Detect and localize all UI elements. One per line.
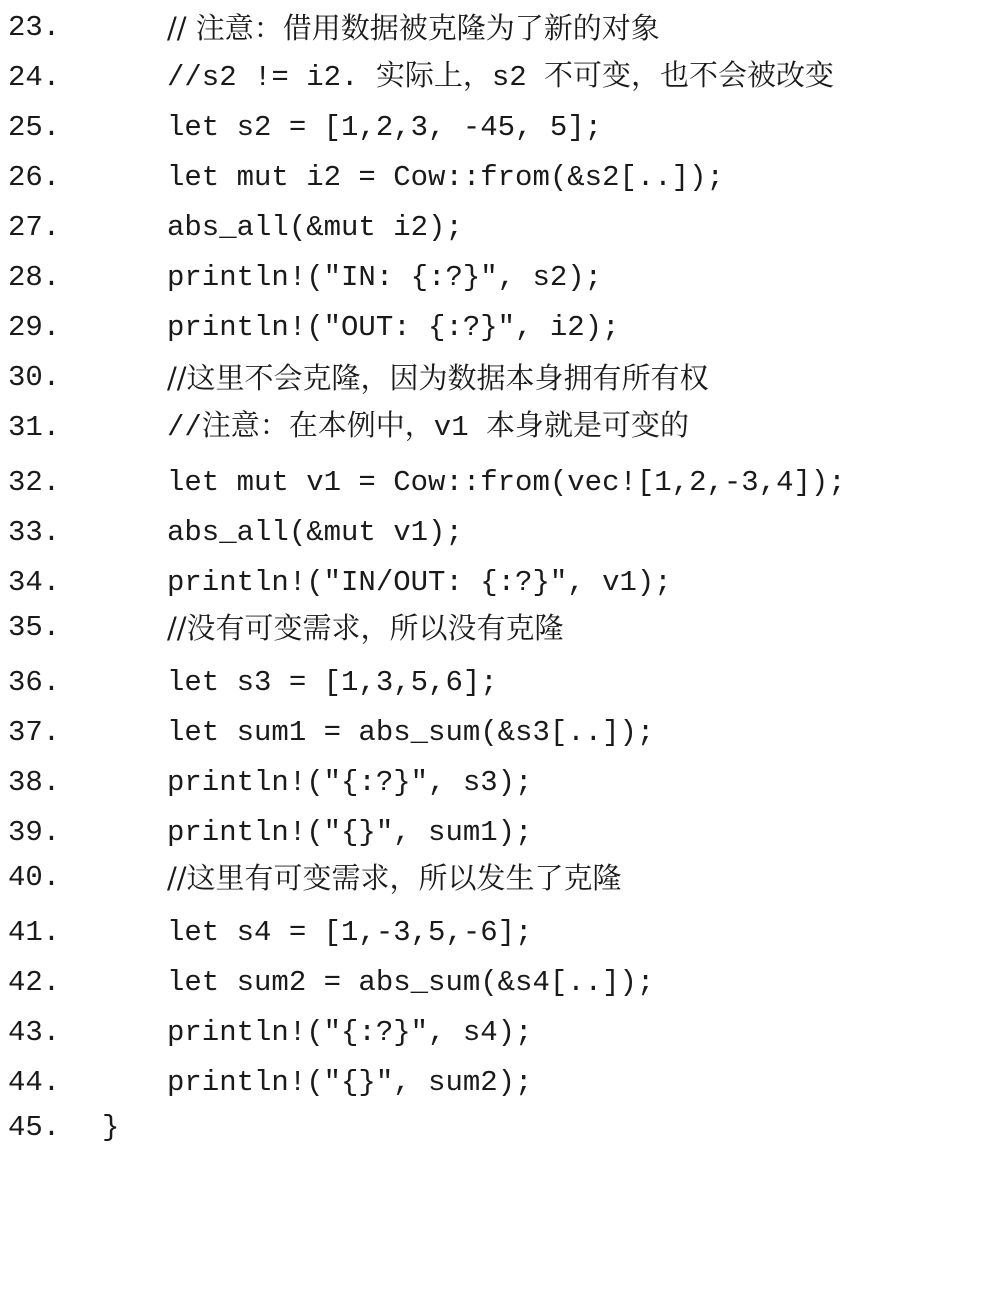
line-code: //注意：在本例中，v1 本身就是可变的 bbox=[167, 411, 690, 444]
line-number: 23. bbox=[8, 11, 61, 44]
line-number: 25. bbox=[8, 111, 61, 144]
code-line bbox=[0, 253, 1004, 303]
line-number: 43. bbox=[8, 1016, 61, 1049]
line-code: abs_all(&mut i2); bbox=[167, 211, 463, 244]
line-number: 33. bbox=[8, 516, 61, 549]
line-code: println!("IN/OUT: {:?}", v1); bbox=[167, 566, 672, 599]
code-line bbox=[0, 658, 1004, 708]
line-code: let s3 = [1,3,5,6]; bbox=[167, 666, 498, 699]
line-number: 36. bbox=[8, 666, 61, 699]
line-code: println!("{}", sum1); bbox=[167, 816, 533, 849]
line-number: 44. bbox=[8, 1066, 61, 1099]
code-line bbox=[0, 203, 1004, 253]
code-line bbox=[0, 958, 1004, 1008]
line-code: let sum1 = abs_sum(&s3[..]); bbox=[167, 716, 655, 749]
line-code: let mut v1 = Cow::from(vec![1,2,-3,4]); bbox=[167, 466, 846, 499]
code-line bbox=[0, 808, 1004, 858]
line-number: 32. bbox=[8, 466, 61, 499]
code-line bbox=[0, 758, 1004, 808]
line-number: 31. bbox=[8, 411, 61, 444]
code-line bbox=[0, 558, 1004, 608]
line-number: 38. bbox=[8, 766, 61, 799]
code-line bbox=[0, 853, 1004, 903]
line-code: println!("OUT: {:?}", i2); bbox=[167, 311, 620, 344]
code-line bbox=[0, 403, 1004, 453]
line-number: 28. bbox=[8, 261, 61, 294]
line-code: // 注意：借用数据被克隆为了新的对象 bbox=[167, 11, 660, 45]
line-number: 24. bbox=[8, 61, 61, 94]
line-number: 26. bbox=[8, 161, 61, 194]
code-line bbox=[0, 1058, 1004, 1108]
code-line bbox=[0, 1103, 1004, 1153]
code-line bbox=[0, 708, 1004, 758]
code-line bbox=[0, 53, 1004, 103]
code-line bbox=[0, 153, 1004, 203]
line-number: 40. bbox=[8, 861, 61, 894]
code-line bbox=[0, 1008, 1004, 1058]
line-number: 30. bbox=[8, 361, 61, 394]
line-number: 41. bbox=[8, 916, 61, 949]
line-code: //s2 != i2. 实际上，s2 不可变，也不会被改变 bbox=[167, 61, 835, 94]
code-line bbox=[0, 103, 1004, 153]
line-code: //没有可变需求，所以没有克隆 bbox=[167, 611, 564, 645]
line-number: 37. bbox=[8, 716, 61, 749]
line-code: let s2 = [1,2,3, -45, 5]; bbox=[167, 111, 603, 144]
code-line bbox=[0, 508, 1004, 558]
line-code: let sum2 = abs_sum(&s4[..]); bbox=[167, 966, 655, 999]
line-number: 34. bbox=[8, 566, 61, 599]
line-number: 45. bbox=[8, 1111, 61, 1144]
code-line bbox=[0, 603, 1004, 653]
line-code: println!("{:?}", s3); bbox=[167, 766, 533, 799]
code-line bbox=[0, 908, 1004, 958]
line-number: 39. bbox=[8, 816, 61, 849]
code-line bbox=[0, 3, 1004, 53]
code-line bbox=[0, 458, 1004, 508]
code-line bbox=[0, 303, 1004, 353]
line-code: let s4 = [1,-3,5,-6]; bbox=[167, 916, 533, 949]
line-code: println!("IN: {:?}", s2); bbox=[167, 261, 603, 294]
line-number: 42. bbox=[8, 966, 61, 999]
line-number: 35. bbox=[8, 611, 61, 644]
line-number: 29. bbox=[8, 311, 61, 344]
line-code: //这里有可变需求，所以发生了克隆 bbox=[167, 861, 622, 895]
line-code: } bbox=[102, 1111, 120, 1144]
line-number: 27. bbox=[8, 211, 61, 244]
line-code: let mut i2 = Cow::from(&s2[..]); bbox=[167, 161, 724, 194]
code-line bbox=[0, 353, 1004, 403]
line-code: abs_all(&mut v1); bbox=[167, 516, 463, 549]
line-code: println!("{}", sum2); bbox=[167, 1066, 533, 1099]
line-code: println!("{:?}", s4); bbox=[167, 1016, 533, 1049]
line-code: //这里不会克隆，因为数据本身拥有所有权 bbox=[167, 361, 709, 395]
